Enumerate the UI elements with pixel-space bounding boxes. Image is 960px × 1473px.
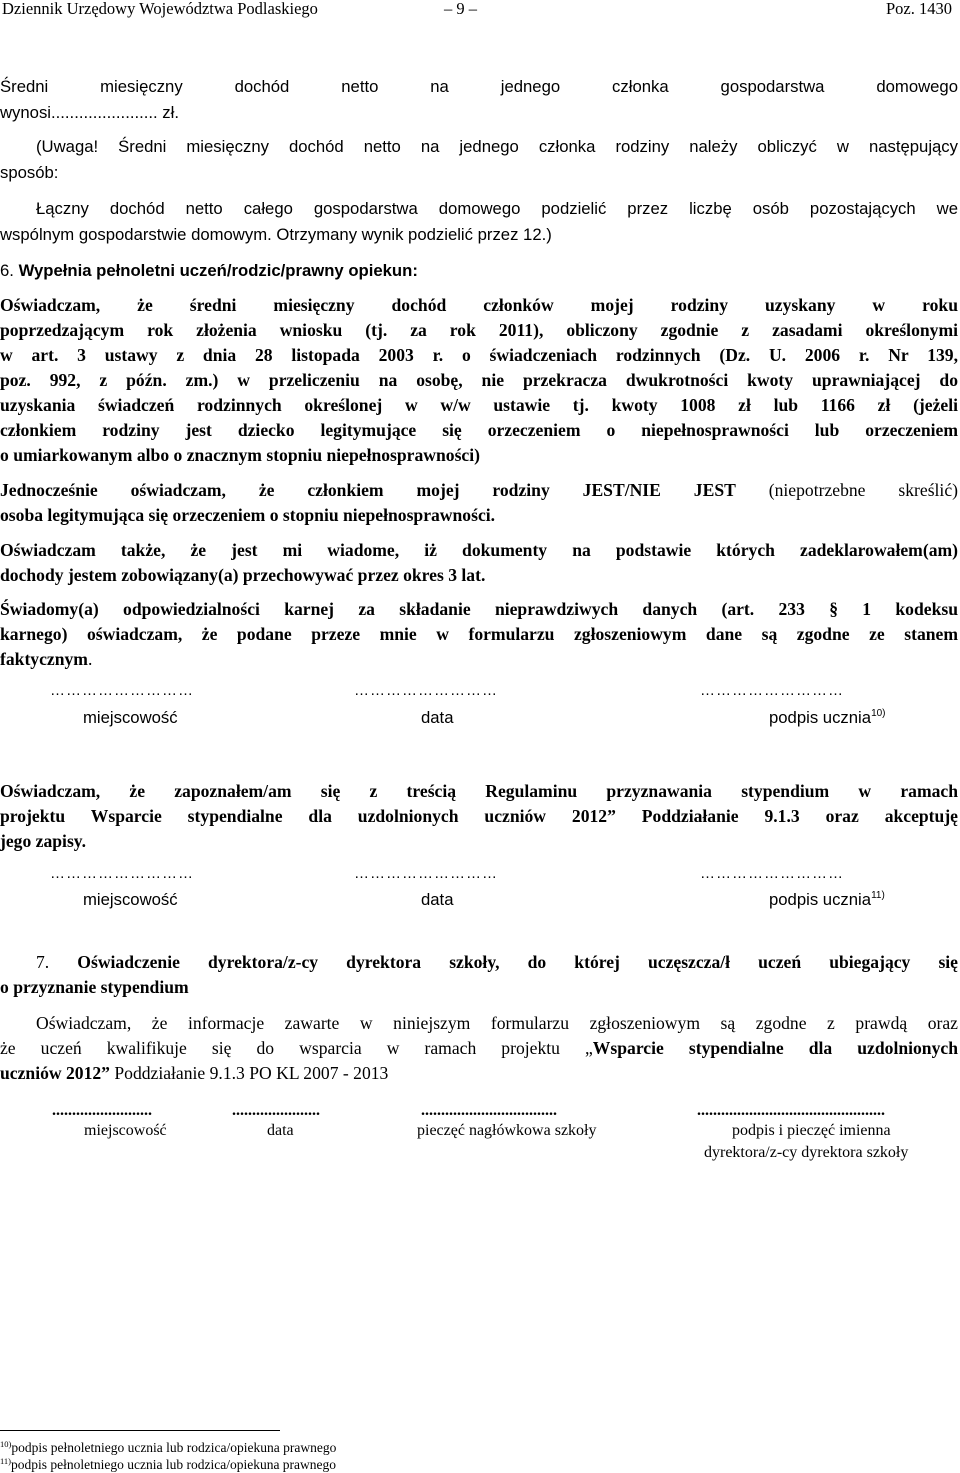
disability-line-1 [0,478,958,504]
date-dots-2: ……………………… [354,865,498,882]
section-6-title: Wypełnia pełnoletni uczeń/rodzic/prawny opiekun: [18,261,418,280]
declaration-line-5: uzyskania świadczeń rodzinnych określonej w w/w ustawie tj. kwoty 1008 zł lub 1166 zł (jeżeli [0,395,958,415]
declaration-line-4: poz. 992, z późn. zm.) w przeliczeniu na osobę, nie przekracza dwukrotności kwoty uprawniającej do [0,370,958,390]
signature-text-1: podpis ucznia [769,708,872,727]
signature-dots-2: ……………………… [700,865,844,882]
footnote-10-text: podpis pełnoletniego ucznia lub rodzica/opiekuna prawnego [11,1440,337,1455]
footnote-separator [0,1430,280,1431]
signature-dots-1: ……………………… [700,682,844,699]
declaration-line-1: Oświadczam, że średni miesięczny dochód członków mojej rodziny uzyskany w roku [0,295,958,315]
footnote-10 [0,1437,336,1455]
footnote-ref-10: 10) [871,708,886,719]
director-line-1: Oświadczam, że informacje zawarte w niniejszym formularzu zgłoszeniowym są zgodne z prawdą oraz [36,1013,958,1033]
note-line-4: wspólnym gospodarstwie domowym. Otrzymany wynik podzielić przez 12.) [0,225,552,244]
declaration-line-3: w art. 3 ustawy z dnia 28 listopada 2003 r. o świadczeniach rodzinnych (Dz. U. 2006 r. Nr 139, [0,345,958,365]
footnote-10-number: 10) [0,1439,12,1449]
section-7-heading-line-2: o przyznanie stypendium [0,977,189,997]
disability-note: (niepotrzebne skreślić) [735,480,958,500]
section-7-heading-line-1 [36,950,958,976]
footnote-11-text: podpis pełnoletniego ucznia lub rodzica/opiekuna prawnego [11,1457,337,1472]
place-label-2: miejscowość [83,890,178,909]
declaration-line-6: członkiem rodziny jest dziecko legitymujące się orzeczeniem o niepełnosprawności lub orzeczeniem [0,420,958,440]
liability-line-1: Świadomy(a) odpowiedzialności karnej za składanie nieprawdziwych danych (art. 233 § 1 kodeksu [0,599,958,619]
section-6-number: 6. [0,261,14,280]
director-line-2 [0,1036,958,1062]
section-7-number: 7. [36,952,50,972]
director-label-1: podpis i pieczęć imienna [732,1122,891,1139]
place-label-3: miejscowość [84,1122,167,1139]
project-name-part-2: uczniów 2012” [0,1063,110,1083]
section-6-heading [0,258,958,284]
retention-line-1: Oświadczam także, że jest mi wiadome, iż dokumenty na podstawie których zadeklarowałem(am) [0,540,958,560]
liability-period: . [87,649,93,669]
position-number: Poz. 1430 [886,0,952,18]
retention-line-2: dochody jestem zobowiązany(a) przechowywać przez okres 3 lat. [0,565,486,585]
page-header [2,0,952,24]
disability-line-2: osoba legitymująca się orzeczeniem o stopniu niepełnosprawności. [0,505,496,525]
note-line-2: sposób: [0,163,59,182]
stamp-dots: .................................. [421,1102,557,1119]
footnote-ref-11: 11) [871,890,885,901]
note-line-1: (Uwaga! Średni miesięczny dochód netto na jednego członka rodziny należy obliczyć w następujący [36,137,958,156]
date-dots-3: ...................... [232,1102,320,1119]
project-name-part-1: Wsparcie stypendialne dla uzdolnionych [592,1038,958,1058]
footnote-11-number: 11) [0,1456,12,1466]
note-line-3: Łączny dochód netto całego gospodarstwa domowego podzielić przez liczbę osób pozostających we [36,199,958,218]
income-line-1: Średni miesięczny dochód netto na jednego członka gospodarstwa domowego [0,77,958,96]
director-label-2: dyrektora/z-cy dyrektora szkoły [704,1144,909,1161]
footnote-11 [0,1454,336,1472]
declaration-line-7: o umiarkowanym albo o znacznym stopniu niepełnosprawności) [0,445,480,465]
regulation-line-1: Oświadczam, że zapoznałem/am się z treścią Regulaminu przyznawania stypendium w ramach [0,781,958,801]
place-dots-1: ……………………… [50,682,194,699]
place-dots-3: ......................... [52,1102,152,1119]
director-line-3 [0,1061,958,1087]
place-dots-2: ……………………… [50,865,194,882]
liability-line-2: karnego) oświadczam, że podane przeze mnie w formularzu zgłoszeniowym dane są zgodne ze stanem [0,624,958,644]
signature-text-2: podpis ucznia [769,890,872,909]
liability-line-3 [0,647,958,673]
place-label-1: miejscowość [83,708,178,727]
date-label-1: data [421,708,454,727]
date-dots-1: ……………………… [354,682,498,699]
date-label-2: data [421,890,454,909]
regulation-line-3: jego zapisy. [0,831,87,851]
disability-statement: Jednocześnie oświadczam, że członkiem mojej rodziny JEST/NIE JEST [0,480,736,500]
liability-last-word: faktycznym [0,649,88,669]
stamp-label: pieczęć nagłówkowa szkoły [417,1122,597,1139]
page-number: – 9 – [444,0,477,18]
signature-label-1 [769,708,886,728]
director-dots: ............................................... [697,1102,885,1119]
regulation-line-2: projektu Wsparcie stypendialne dla uzdolnionych uczniów 2012” Poddziałanie 9.1.3 oraz akceptuję [0,806,958,826]
date-label-3: data [267,1122,294,1139]
director-line-2-text: że uczeń kwalifikuje się do wsparcia w ramach projektu „ [0,1038,593,1058]
journal-title: Dziennik Urzędowy Województwa Podlaskiego [2,0,318,18]
signature-label-2 [769,890,885,910]
subaction-text: Poddziałanie 9.1.3 PO KL 2007 - 2013 [109,1063,389,1083]
declaration-line-2: poprzedzającym rok złożenia wniosku (tj. za rok 2011), obliczony zgodnie z zasadami określonymi [0,320,958,340]
section-7-title: Oświadczenie dyrektora/z-cy dyrektora szkoły, do której uczęszcza/ł uczeń ubiegający się [77,952,958,972]
income-line-2: wynosi....................... zł. [0,103,179,122]
